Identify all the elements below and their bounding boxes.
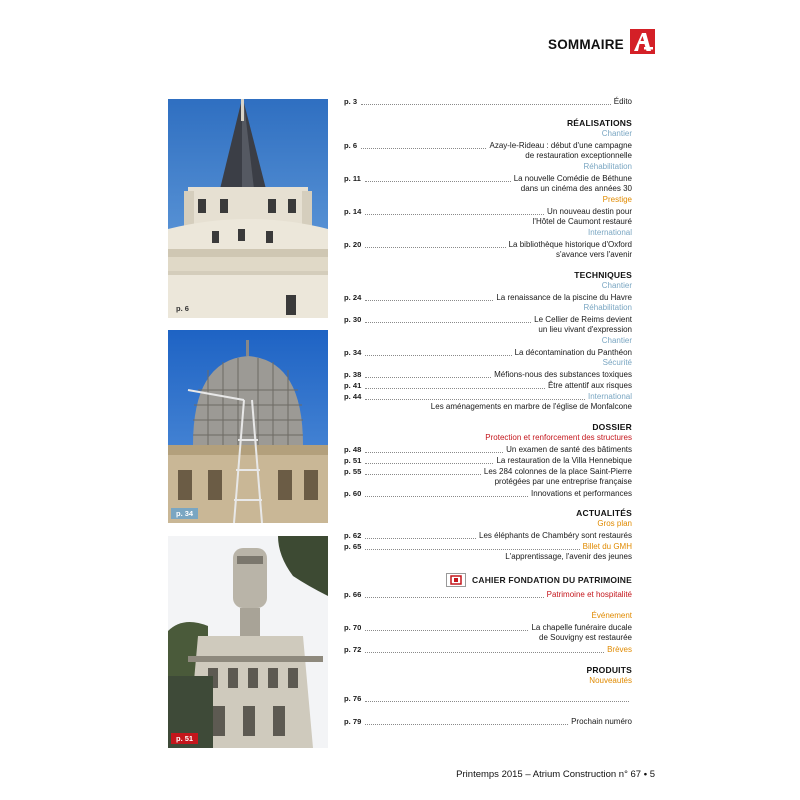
page-number: p. 48 <box>344 445 362 454</box>
entry-title-continued: l'Hôtel de Caumont restauré <box>532 217 632 226</box>
entry-title: La chapelle funéraire ducale <box>531 623 632 632</box>
photo-villa-hennebique <box>168 536 328 748</box>
dot-leader <box>365 388 545 389</box>
page-number: p. 34 <box>344 348 362 357</box>
dot-leader <box>365 377 491 378</box>
rubric-label: Réhabilitation <box>583 303 632 312</box>
footer-issue: Printemps 2015 – Atrium Construction n° 67 <box>456 769 642 780</box>
dot-leader <box>361 104 611 105</box>
photo-page-badge: p. 6 <box>176 304 189 313</box>
dot-leader <box>365 652 604 653</box>
dot-leader <box>365 214 544 215</box>
entry-title: Azay-le-Rideau : début d'une campagne <box>489 141 632 150</box>
dot-leader <box>365 701 629 702</box>
rubric-label: Chantier <box>601 281 632 290</box>
entry-title-continued: dans un cinéma des années 30 <box>520 184 632 193</box>
entry-title: Le Cellier de Reims devient <box>534 315 632 324</box>
page-number: p. 60 <box>344 489 362 498</box>
dot-leader <box>365 724 568 725</box>
toc-entry[interactable] <box>344 292 632 303</box>
dot-leader <box>365 452 503 453</box>
rubric-label: Brèves <box>607 645 632 654</box>
entry-title: Un nouveau destin pour <box>547 207 632 216</box>
toc-entry[interactable] <box>344 347 632 358</box>
dot-leader <box>365 496 528 497</box>
rubric-label: Sécurité <box>602 358 632 367</box>
section-heading-techniques: TECHNIQUES <box>574 270 632 280</box>
dot-leader <box>365 322 531 323</box>
toc-entry[interactable] <box>344 391 632 402</box>
entry-title-continued: protégées par une entreprise française <box>494 477 632 486</box>
toc-entry[interactable] <box>344 239 632 250</box>
entry-title-continued: de restauration exceptionnelle <box>525 151 632 160</box>
rubric-label: Prestige <box>602 195 632 204</box>
dot-leader <box>365 399 585 400</box>
rubric-label: Chantier <box>601 336 632 345</box>
footer-page-number: 5 <box>649 769 655 780</box>
dot-leader <box>365 300 493 301</box>
page-number: p. 79 <box>344 717 362 726</box>
page-number: p. 41 <box>344 381 362 390</box>
page-footer <box>456 769 655 780</box>
toc-entry[interactable] <box>344 455 632 466</box>
section-heading-realisations: RÉALISATIONS <box>566 118 632 128</box>
dot-leader <box>365 463 493 464</box>
dot-leader <box>365 355 511 356</box>
toc-entry[interactable] <box>344 444 632 455</box>
section-heading-actualites: ACTUALITÉS <box>576 508 632 518</box>
dot-leader <box>365 474 481 475</box>
section-heading-fondation <box>344 571 632 589</box>
entry-title: Les aménagements en marbre de l'église de Monfalcone <box>430 402 632 411</box>
toc-entry[interactable] <box>344 716 632 727</box>
photo-page-badge: p. 34 <box>171 508 198 519</box>
page-title: SOMMAIRE <box>548 37 624 52</box>
entry-title: Les 284 colonnes de la place Saint-Pierre <box>483 467 632 476</box>
dot-leader <box>365 247 505 248</box>
rubric-label: Protection et renforcement des structures <box>485 433 632 442</box>
rubric-label: Gros plan <box>597 519 632 528</box>
page-number: p. 3 <box>344 97 358 106</box>
page-number: p. 30 <box>344 315 362 324</box>
entry-title: Les éléphants de Chambéry sont restaurés <box>479 531 632 540</box>
entry-title: L'apprentissage, l'avenir des jeunes <box>505 552 632 561</box>
toc-entry[interactable] <box>344 369 632 380</box>
photo-page-badge: p. 51 <box>171 733 198 744</box>
page-number: p. 24 <box>344 293 362 302</box>
rubric-label: International <box>587 228 632 237</box>
dot-leader <box>365 597 543 598</box>
toc-entry[interactable] <box>344 530 632 541</box>
entry-title-continued: s'avance vers l'avenir <box>556 250 632 259</box>
entry-title: Édito <box>613 97 632 106</box>
rubric-label: Nouveautés <box>589 676 632 685</box>
entry-title: La restauration de la Villa Hennebique <box>496 456 632 465</box>
toc-entry[interactable] <box>344 466 632 477</box>
page-number: p. 6 <box>344 141 358 150</box>
photo-pantheon <box>168 330 328 523</box>
page-number: p. 65 <box>344 542 362 551</box>
toc-entry[interactable] <box>344 173 632 184</box>
toc-entry[interactable] <box>344 206 632 217</box>
entry-title-continued: un lieu vivant d'expression <box>538 325 632 334</box>
page-number: p. 55 <box>344 467 362 476</box>
footer-separator: • <box>641 769 650 780</box>
entry-title: Être attentif aux risques <box>547 381 632 390</box>
page-number: p. 51 <box>344 456 362 465</box>
toc-entry-edito[interactable] <box>344 96 632 107</box>
toc-entry[interactable] <box>344 140 632 151</box>
toc-entry[interactable] <box>344 644 632 655</box>
section-heading-produits: PRODUITS <box>586 665 632 675</box>
dot-leader <box>365 630 528 631</box>
dot-leader <box>361 148 486 149</box>
photo-azay-le-rideau <box>168 99 328 318</box>
page-number: p. 72 <box>344 645 362 654</box>
page-number: p. 38 <box>344 370 362 379</box>
entry-title: La nouvelle Comédie de Béthune <box>513 174 632 183</box>
entry-title: La décontamination du Panthéon <box>514 348 632 357</box>
toc-entry[interactable] <box>344 380 632 391</box>
fondation-patrimoine-logo <box>446 573 466 587</box>
page-number: p. 20 <box>344 240 362 249</box>
entry-title: La renaissance de la piscine du Havre <box>496 293 632 302</box>
page-number: p. 70 <box>344 623 362 632</box>
toc-entry[interactable] <box>344 589 632 600</box>
toc-entry[interactable] <box>344 541 632 552</box>
toc-entry[interactable] <box>344 693 632 704</box>
rubric-label: International <box>587 392 632 401</box>
rubric-label: Chantier <box>601 129 632 138</box>
rubric-label: Billet du GMH <box>582 542 632 551</box>
page-number: p. 76 <box>344 694 362 703</box>
table-of-contents <box>344 96 632 727</box>
rubric-label: Réhabilitation <box>583 162 632 171</box>
entry-title: Un examen de santé des bâtiments <box>506 445 632 454</box>
page-number: p. 11 <box>344 174 361 183</box>
page-number: p. 14 <box>344 207 362 216</box>
page-number: p. 66 <box>344 590 362 599</box>
page-number: p. 62 <box>344 531 362 540</box>
section-title: CAHIER FONDATION DU PATRIMOINE <box>472 575 632 585</box>
page-number: p. 44 <box>344 392 362 401</box>
toc-entry[interactable] <box>344 622 632 633</box>
dot-leader <box>365 181 511 182</box>
section-heading-dossier: DOSSIER <box>592 422 632 432</box>
entry-title: Prochain numéro <box>571 717 632 726</box>
entry-title: Innovations et performances <box>531 489 632 498</box>
toc-entry[interactable] <box>344 314 632 325</box>
entry-title: La bibliothèque historique d'Oxford <box>508 240 632 249</box>
dot-leader <box>365 549 579 550</box>
rubric-label: Événement <box>591 611 632 620</box>
atrium-logo <box>630 29 655 54</box>
toc-entry[interactable] <box>344 488 632 499</box>
rubric-label: Patrimoine et hospitalité <box>546 590 632 599</box>
dot-leader <box>365 538 476 539</box>
entry-title-continued: de Souvigny est restaurée <box>539 633 632 642</box>
entry-title: Méfions-nous des substances toxiques <box>494 370 632 379</box>
